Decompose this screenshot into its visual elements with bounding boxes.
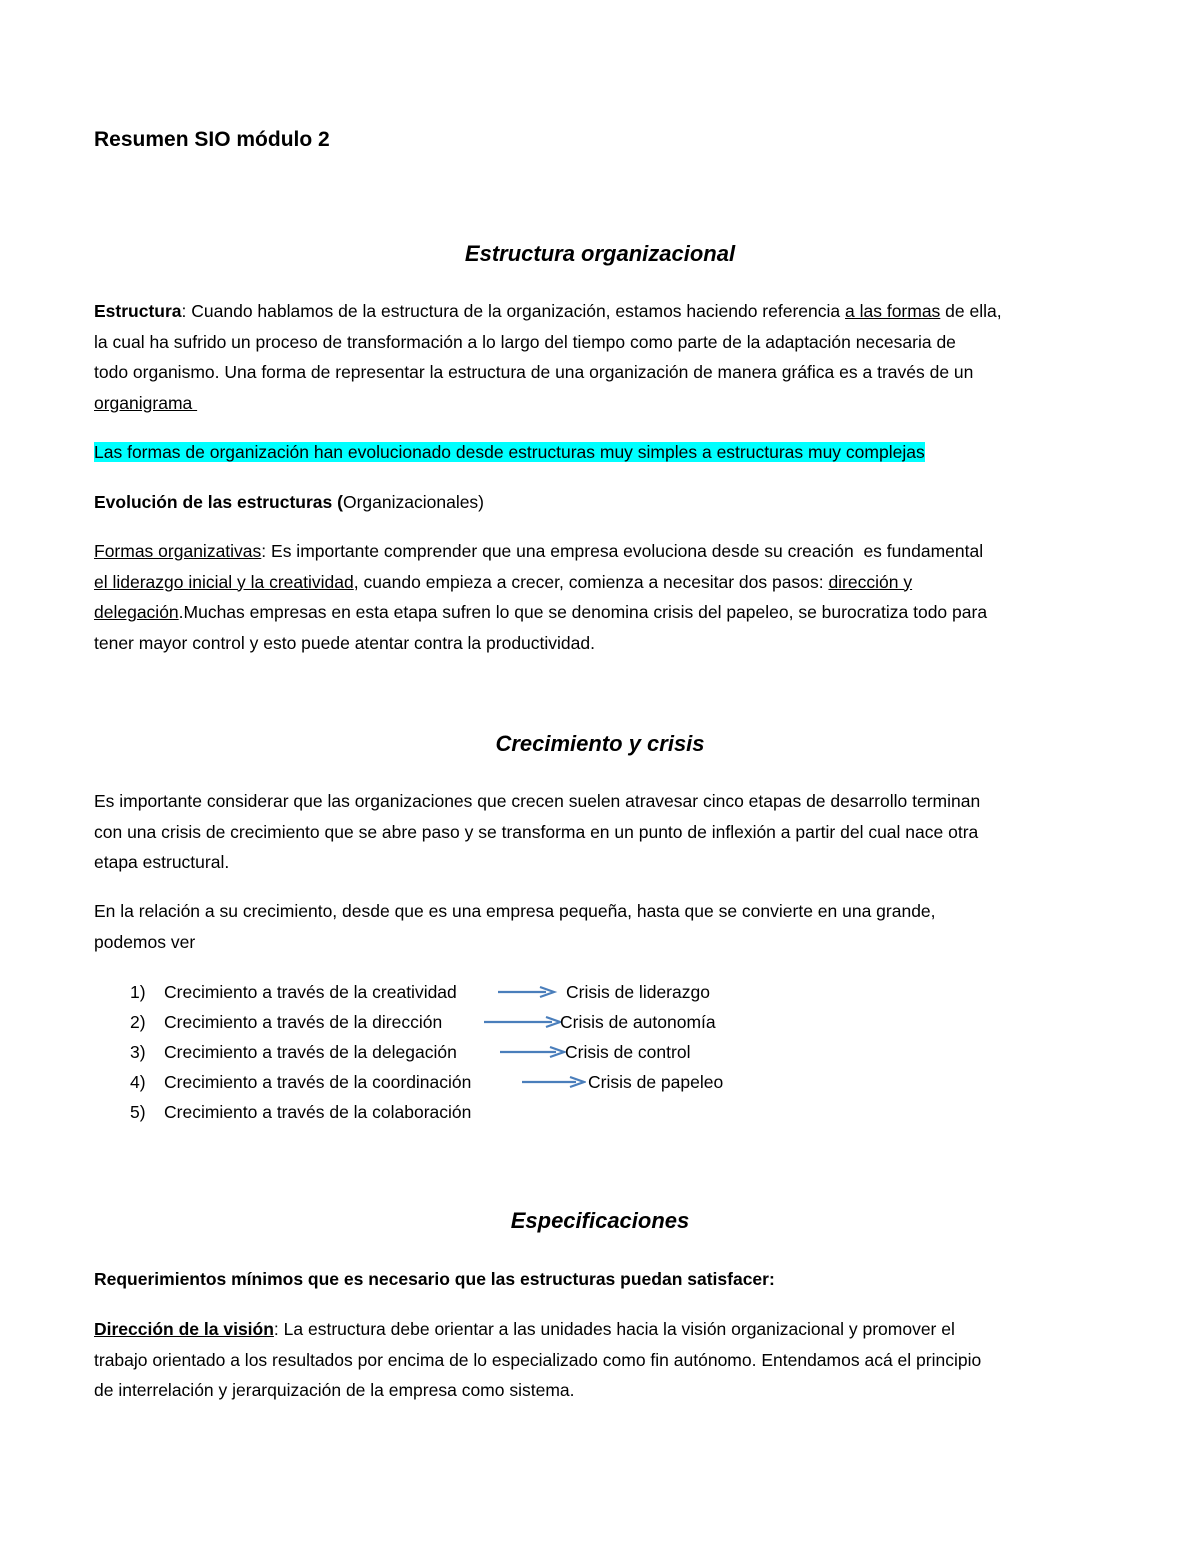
subheading-evolucion: Evolución de las estructuras (Organizacionales) [94, 492, 485, 512]
paragraph-line: trabajo orientado a los resultados por encima de lo especializado como fin autónomo. Entendamos acá el principio [94, 1349, 982, 1370]
arrow-right-icon [520, 1067, 586, 1097]
paragraph-line: la cual ha sufrido un proceso de transformación a lo largo del tiempo como parte de la adaptación necesaria de [94, 331, 956, 352]
paragraph-line: todo organismo. Una forma de representar la estructura de una organización de manera gráfica es a través de un [94, 362, 974, 382]
crisis-label: Crisis de papeleo [588, 1072, 724, 1092]
underlined-text: dirección y [828, 571, 913, 592]
arrow-right-icon [496, 977, 558, 1007]
paragraph-line: el liderazgo inicial y la creatividad, cuando empieza a crecer, comienza a necesitar dos pasos: dirección y [94, 571, 913, 592]
paragraph-formas-organizativas [94, 536, 1114, 658]
arrow-right-icon [498, 1037, 566, 1067]
paragraph-line: En la relación a su crecimiento, desde que es una empresa pequeña, hasta que se convierte en una grande, [94, 901, 936, 921]
paragraph-etapas [94, 786, 1114, 878]
underlined-text: Formas organizativas [94, 541, 262, 561]
document-page: Resumen SIO módulo 2 Estructura organizacional Estructura: Cuando hablamos de la estructura de la organización, estamos haciendo referencia a las formas de ella, la cual ha sufrido un proceso de transformación a lo largo del tiempo como parte de la adaptación necesaria de todo organismo. Una forma de representar la estructura de una organización de manera gráfica es a través de un organigrama Las formas de organización han evolucionado desde estructuras muy simples a estructuras muy complejas Evolución de las estructuras (Organizacionales) Formas organizativas: Es importante comprender que una empresa evoluciona desde su creación es fundamental el liderazgo inicial y la creatividad, cuando empieza a crecer, comienza a necesitar dos pasos: dirección y delegación.Muchas empresas en esta etapa sufren lo que se denomina crisis del papeleo, se burocratiza todo para tener mayor control y esto puede atentar contra la productividad. Crecimiento y crisis Es importante considerar que las organizaciones que crecen suelen atravesar cinco etapas de desarrollo terminan con una crisis de crecimiento que se abre paso y se transforma en un punto de inflexión a partir del cual nace otra etapa estructural. En la relación a su crecimiento, desde que es una empresa pequeña, hasta que se convierte en una grande, podemos ver 1) Crecimiento a través de la creatividad Crisis de liderazgo 2) Crecimiento a través de la dirección Crisis de autonomía 3) Crecimiento a través de la delegación Crisis de control 4) Crecimiento a través de la coordinación Crisis de papeleo 5) Crecimiento a través de la colaboración Especificaciones Requerimientos mínimos que es necesario que las estructuras puedan satisfacer: Dirección de la visión: La estructura debe orientar a las unidades hacia la visión organizacional y promover el trabajo orientado a los resultados por encima de lo especializado como fin autónomo. Entendamos acá el principio de interrelación y jerarquización de la empresa como sistema. [0, 0, 1200, 1553]
crisis-label: Crisis de control [565, 1042, 691, 1062]
paragraph-line: Es importante considerar que las organizaciones que crecen suelen atravesar cinco etapas de desarrollo terminan [94, 791, 981, 811]
paragraph-direccion-vision [94, 1314, 1114, 1406]
subheading-requerimientos: Requerimientos mínimos que es necesario que las estructuras puedan satisfacer: [94, 1269, 775, 1289]
paragraph-crecimiento [94, 896, 1114, 957]
term-direccion-vision: Dirección de la visión [94, 1319, 274, 1339]
paragraph-estructura [94, 296, 1114, 418]
underlined-text: organigrama [94, 392, 198, 413]
highlighted-paragraph [94, 437, 1114, 468]
underlined-text: a las formas [845, 301, 941, 321]
paragraph-line: etapa estructural. [94, 852, 230, 872]
arrow-right-icon [482, 1007, 562, 1037]
paragraph-line: Formas organizativas: Es importante comprender que una empresa evoluciona desde su creación es fundamental [94, 541, 984, 561]
document-title: Resumen SIO módulo 2 [94, 128, 330, 151]
highlighted-text: Las formas de organización han evolucionado desde estructuras muy simples a estructuras muy complejas [94, 442, 925, 462]
paragraph-line: podemos ver [94, 931, 196, 952]
term-estructura: Estructura [94, 301, 182, 321]
paragraph-line: con una crisis de crecimiento que se abre paso y se transforma en un punto de inflexión a partir del cual nace otra [94, 821, 979, 842]
paragraph-line: Dirección de la visión: La estructura debe orientar a las unidades hacia la visión organizacional y promover el [94, 1319, 955, 1339]
heading-especificaciones: Especificaciones [510, 1208, 690, 1233]
heading-crecimiento-y-crisis: Crecimiento y crisis [495, 731, 705, 756]
crisis-label: Crisis de autonomía [560, 1012, 716, 1032]
paragraph-line: de interrelación y jerarquización de la empresa como sistema. [94, 1380, 575, 1400]
paragraph-line: delegación.Muchas empresas en esta etapa sufren lo que se denomina crisis del papeleo, se burocratiza todo para [94, 602, 988, 622]
heading-estructura-organizacional: Estructura organizacional [464, 241, 736, 266]
underlined-text: delegación [94, 602, 179, 622]
paragraph-line: tener mayor control y esto puede atentar contra la productividad. [94, 632, 595, 653]
paragraph-line [94, 388, 1114, 419]
crisis-label: Crisis de liderazgo [566, 982, 710, 1002]
paragraph-line: Estructura: Cuando hablamos de la estructura de la organización, estamos haciendo referencia a las formas de ella, [94, 301, 1002, 321]
underlined-text: el liderazgo inicial y la creatividad [94, 571, 354, 592]
